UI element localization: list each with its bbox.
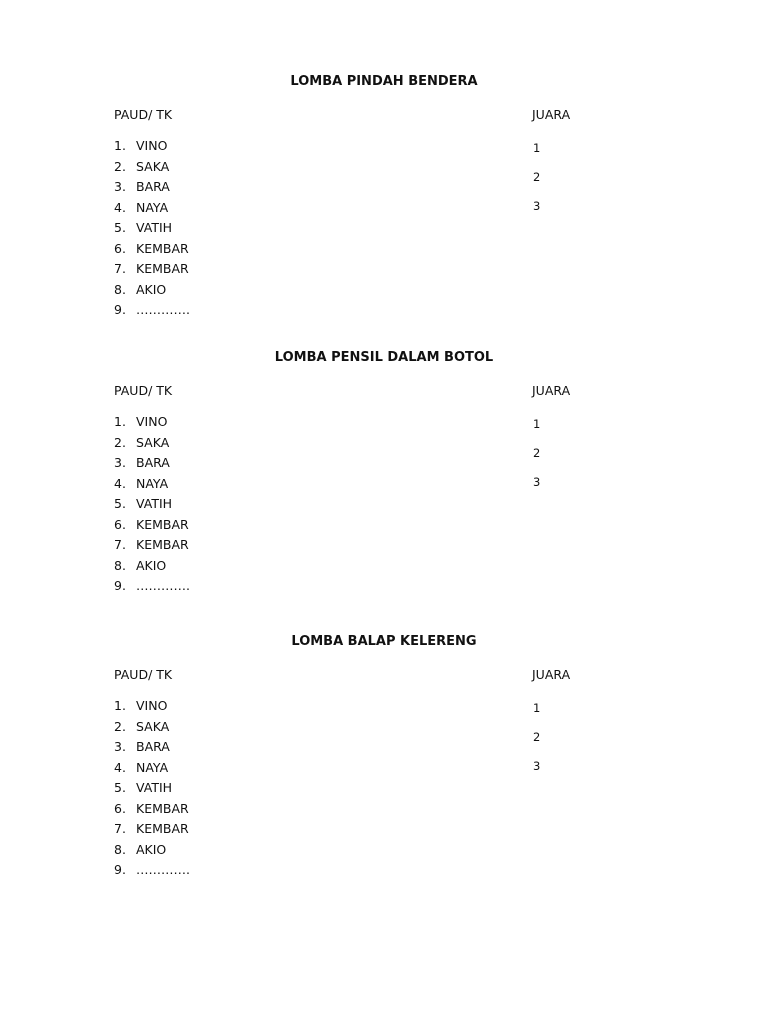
item-number: 8.: [114, 281, 126, 297]
contest-title: LOMBA PENSIL DALAM BOTOL: [274, 350, 494, 365]
contest-title: LOMBA PINDAH BENDERA: [290, 74, 478, 89]
item-number: 5.: [114, 220, 126, 235]
item-number: 1.: [114, 414, 126, 429]
participant-name: VATIH: [136, 496, 173, 511]
list-item: [114, 758, 190, 779]
list-item: [114, 819, 190, 840]
rank-item: 3: [533, 199, 541, 213]
participant-name: KEMBAR: [136, 800, 189, 816]
winners-header: JUARA: [532, 107, 571, 122]
list-item: [114, 556, 190, 577]
participant-name: NAYA: [136, 199, 169, 215]
item-number: 4.: [114, 475, 126, 491]
rank-item: 2: [533, 446, 541, 460]
participant-name: ………….: [136, 578, 190, 593]
item-number: 6.: [114, 240, 126, 256]
participant-name: SAKA: [136, 434, 170, 450]
contest-title: LOMBA BALAP KELERENG: [291, 634, 477, 649]
item-number: 1.: [114, 138, 126, 153]
list-item: [114, 218, 190, 239]
item-number: 4.: [114, 199, 126, 215]
winner-ranks: [533, 701, 540, 788]
list-item: [114, 136, 190, 157]
item-number: 6.: [114, 516, 126, 532]
item-number: 1.: [114, 698, 126, 713]
item-number: 2.: [114, 434, 126, 450]
participant-name: ………….: [136, 302, 190, 317]
list-item: [114, 239, 190, 260]
list-item: [114, 576, 190, 597]
list-item: [114, 860, 190, 881]
list-item: [114, 494, 190, 515]
list-item: [114, 778, 190, 799]
participant-list: [114, 696, 190, 881]
list-item: [114, 453, 190, 474]
item-number: 9.: [114, 302, 126, 317]
participant-name: KEMBAR: [136, 240, 189, 256]
participant-name: VINO: [136, 414, 168, 429]
participant-name: SAKA: [136, 158, 170, 174]
list-item: [114, 198, 190, 219]
participant-list: [114, 412, 190, 597]
winner-ranks: [533, 141, 540, 228]
participant-name: BARA: [136, 455, 170, 470]
rank-item: 1: [533, 417, 541, 431]
winners-header: JUARA: [532, 667, 571, 682]
participants-header: PAUD/ TK: [114, 383, 173, 398]
rank-item: 3: [533, 759, 541, 773]
participant-name: NAYA: [136, 475, 169, 491]
participants-header: PAUD/ TK: [114, 107, 173, 122]
list-item: [114, 259, 190, 280]
participant-name: KEMBAR: [136, 261, 189, 276]
rank-item: 3: [533, 475, 541, 489]
item-number: 7.: [114, 537, 126, 552]
list-item: [114, 717, 190, 738]
item-number: 8.: [114, 557, 126, 573]
rank-item: 1: [533, 141, 541, 155]
list-item: [114, 280, 190, 301]
list-item: [114, 535, 190, 556]
item-number: 7.: [114, 261, 126, 276]
list-item: [114, 515, 190, 536]
winners-header: JUARA: [532, 383, 571, 398]
item-number: 7.: [114, 821, 126, 836]
participant-name: SAKA: [136, 718, 170, 734]
item-number: 5.: [114, 496, 126, 511]
list-item: [114, 474, 190, 495]
item-number: 2.: [114, 718, 126, 734]
item-number: 3.: [114, 739, 126, 754]
participant-name: AKIO: [136, 281, 167, 297]
participant-name: KEMBAR: [136, 821, 189, 836]
participant-name: VATIH: [136, 780, 173, 795]
list-item: [114, 799, 190, 820]
participant-name: VINO: [136, 138, 168, 153]
list-item: [114, 157, 190, 178]
list-item: [114, 412, 190, 433]
item-number: 8.: [114, 841, 126, 857]
winner-ranks: [533, 417, 540, 504]
item-number: 4.: [114, 759, 126, 775]
item-number: 6.: [114, 800, 126, 816]
list-item: [114, 696, 190, 717]
item-number: 9.: [114, 862, 126, 877]
participant-name: BARA: [136, 179, 170, 194]
item-number: 9.: [114, 578, 126, 593]
participant-name: VATIH: [136, 220, 173, 235]
participant-name: BARA: [136, 739, 170, 754]
list-item: [114, 300, 190, 321]
participant-name: ………….: [136, 862, 190, 877]
participant-list: [114, 136, 190, 321]
participant-name: KEMBAR: [136, 516, 189, 532]
participant-name: AKIO: [136, 557, 167, 573]
rank-item: 2: [533, 730, 541, 744]
item-number: 2.: [114, 158, 126, 174]
item-number: 3.: [114, 179, 126, 194]
participant-name: VINO: [136, 698, 168, 713]
participant-name: KEMBAR: [136, 537, 189, 552]
participant-name: AKIO: [136, 841, 167, 857]
list-item: [114, 840, 190, 861]
rank-item: 1: [533, 701, 541, 715]
item-number: 5.: [114, 780, 126, 795]
list-item: [114, 433, 190, 454]
participants-header: PAUD/ TK: [114, 667, 173, 682]
rank-item: 2: [533, 170, 541, 184]
list-item: [114, 177, 190, 198]
item-number: 3.: [114, 455, 126, 470]
list-item: [114, 737, 190, 758]
participant-name: NAYA: [136, 759, 169, 775]
